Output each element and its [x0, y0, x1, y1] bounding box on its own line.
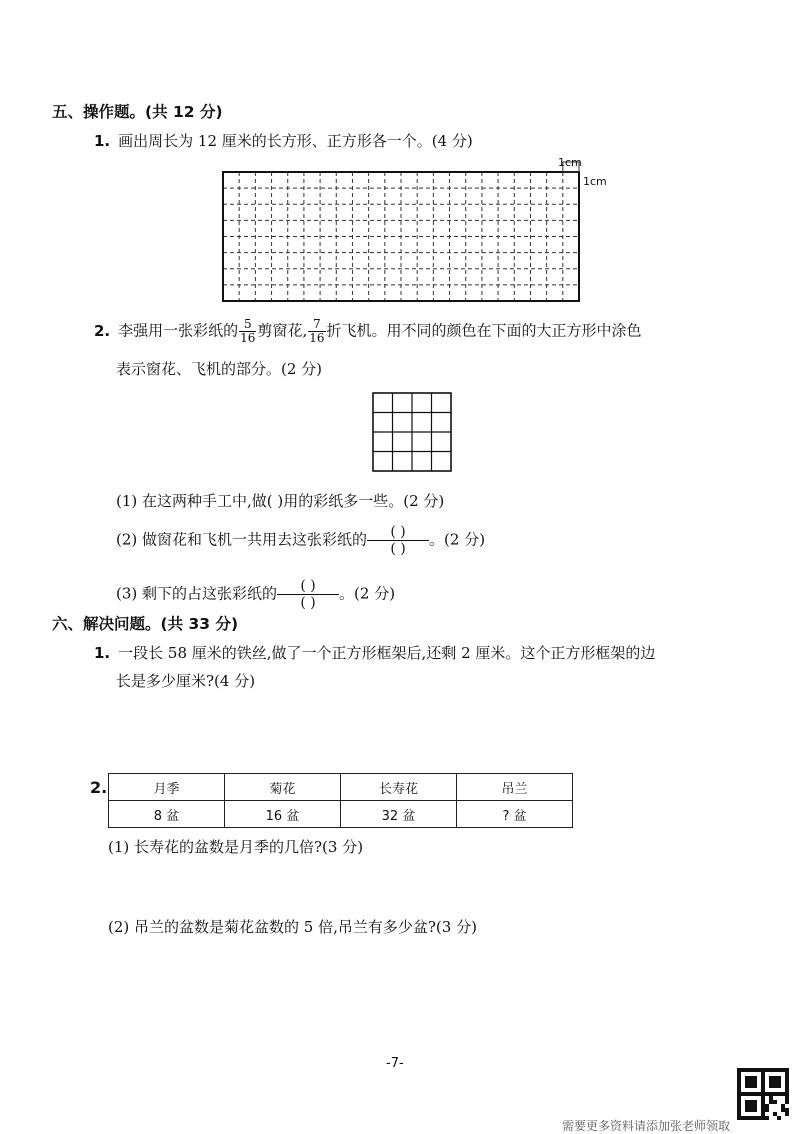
sub-question-6-2-1: (1) 长寿花的盆数是月季的几倍?(3 分): [108, 838, 364, 856]
question-number: 1.: [94, 644, 111, 662]
sub3-text: (3) 剩下的占这张彩纸的: [116, 584, 278, 603]
frac2-den: 16: [309, 331, 325, 345]
drawing-grid-svg: [222, 160, 582, 305]
table-header-cell: 长寿花: [341, 774, 457, 801]
table-row: [109, 801, 573, 828]
drawing-grid[interactable]: [222, 160, 582, 309]
answer-fraction-blank[interactable]: [277, 578, 339, 611]
q6-1-text: 一段长 58 厘米的铁丝,做了一个正方形框架后,还剩 2 厘米。这个正方形框架的边: [118, 644, 656, 662]
question-text: 画出周长为 12 厘米的长方形、正方形各一个。(4 分): [118, 132, 473, 150]
table-header-cell: 月季: [109, 774, 225, 801]
table-cell: ? 盆: [457, 801, 573, 828]
sub-question-3: [116, 578, 395, 611]
unit-label-side: 1cm: [583, 175, 607, 188]
table-cell: 32 盆: [341, 801, 457, 828]
sub-question-1: (1) 在这两种手工中,做( )用的彩纸多一些。(2 分): [116, 492, 445, 510]
section-6-title: 六、解决问题。(共 33 分): [52, 615, 239, 633]
table-cell: 8 盆: [109, 801, 225, 828]
table-header-row: [109, 774, 573, 801]
qr-code-svg: [737, 1068, 789, 1120]
table-header-cell: 菊花: [225, 774, 341, 801]
sub2-score: 。(2 分): [429, 530, 486, 549]
sub2-text: (2) 做窗花和飞机一共用去这张彩纸的: [116, 530, 368, 549]
frac1-num: 5: [239, 318, 256, 332]
sub-question-6-2-2: (2) 吊兰的盆数是菊花盆数的 5 倍,吊兰有多少盆?(3 分): [108, 918, 477, 936]
qr-code[interactable]: [737, 1068, 789, 1124]
blank-num: ( ): [367, 524, 429, 541]
sub-question-2: [116, 524, 485, 557]
question-number: 2.: [90, 778, 108, 797]
coloring-square-svg: [372, 392, 452, 472]
question-number: 1.: [94, 132, 111, 150]
footer-note: 需要更多资料请添加张老师领取: [562, 1119, 731, 1133]
table-header-cell: 吊兰: [457, 774, 573, 801]
q2-text-c: 折飞机。用不同的颜色在下面的大正方形中涂色: [326, 321, 642, 340]
blank-den: ( ): [300, 595, 316, 611]
question-5-2-line2: 表示窗花、飞机的部分。(2 分): [116, 360, 323, 378]
blank-num: ( ): [277, 578, 339, 595]
q2-text-a: 李强用一张彩纸的: [118, 321, 239, 340]
flower-table: [108, 773, 573, 828]
fraction-5-16: [239, 318, 256, 345]
fraction-7-16: [308, 318, 325, 345]
unit-label-top: 1cm: [558, 156, 582, 169]
frac2-num: 7: [308, 318, 325, 332]
question-5-2-line1: [94, 318, 642, 345]
blank-den: ( ): [390, 541, 406, 557]
sub3-score: 。(2 分): [339, 584, 396, 603]
section-5-title: 五、操作题。(共 12 分): [52, 103, 223, 121]
question-5-1: [94, 130, 473, 151]
table-cell: 16 盆: [225, 801, 341, 828]
coloring-square[interactable]: [372, 392, 452, 476]
frac1-den: 16: [240, 331, 256, 345]
question-number: 2.: [94, 321, 111, 340]
page-number: -7-: [386, 1056, 404, 1071]
question-6-1-line2: 长是多少厘米?(4 分): [116, 672, 256, 690]
answer-fraction-blank[interactable]: [367, 524, 429, 557]
question-6-1-line1: [94, 642, 655, 663]
q2-text-b: 剪窗花,: [257, 321, 308, 340]
